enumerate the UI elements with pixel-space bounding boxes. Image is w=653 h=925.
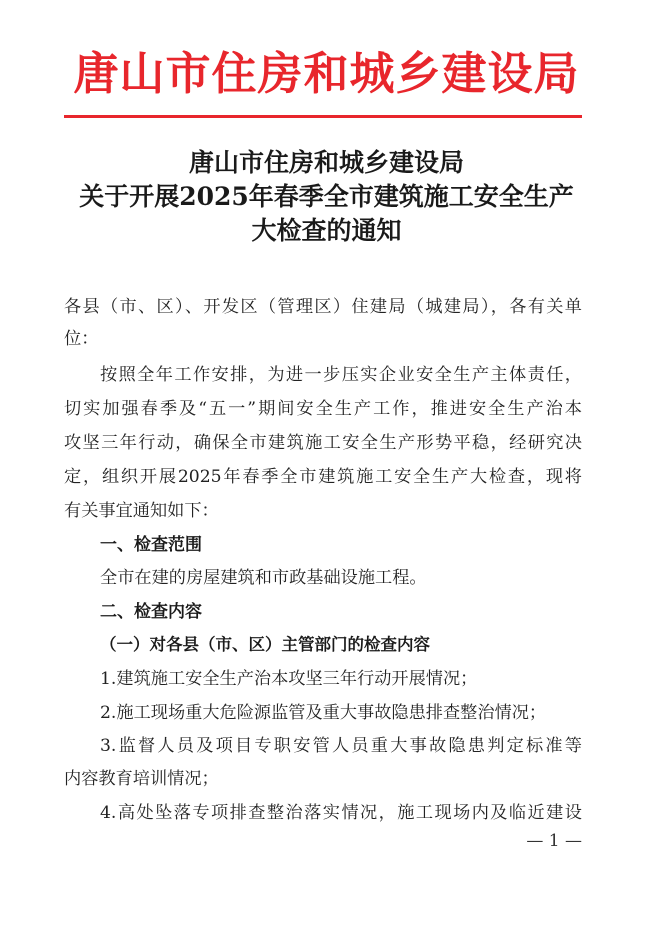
section-1-heading: 一、检查范围 xyxy=(100,535,202,555)
document-title-line-3: 大检查的通知 xyxy=(251,216,402,245)
masthead-title: 唐山市住房和城乡建设局 xyxy=(73,47,580,100)
addressee-line-1: 各县（市、区）、开发区（管理区）住建局（城建局），各有关单 xyxy=(64,297,582,317)
addressee-line-2: 位： xyxy=(64,329,99,349)
masthead-red-rule xyxy=(64,115,582,118)
intro-line-3: 攻坚三年行动，确保全市建筑施工安全生产形势平稳，经研究决 xyxy=(64,433,582,453)
document-title xyxy=(0,146,653,248)
section-2-heading: 二、检查内容 xyxy=(100,602,202,622)
document-title-line-1: 唐山市住房和城乡建设局 xyxy=(188,148,464,177)
section-2-item-3-line-1: 3.监督人员及项目专职安管人员重大事故隐患判定标准等 xyxy=(100,736,582,756)
intro-line-4: 定，组织开展2025年春季全市建筑施工安全生产大检查，现将 xyxy=(64,467,582,487)
section-1-text: 全市在建的房屋建筑和市政基础设施工程。 xyxy=(100,568,427,588)
intro-line-1: 按照全年工作安排，为进一步压实企业安全生产主体责任， xyxy=(100,365,582,385)
intro-line-2: 切实加强春季及“五一”期间安全生产工作，推进安全生产治本 xyxy=(64,399,582,419)
intro-line-5: 有关事宜通知如下： xyxy=(64,501,219,521)
section-2-item-3-line-2: 内容教育培训情况； xyxy=(64,769,219,789)
page-number: — 1 — xyxy=(526,831,582,851)
section-2-item-4: 4.高处坠落专项排查整治落实情况，施工现场内及临近建设 xyxy=(100,803,582,823)
section-2-item-1: 1.建筑施工安全生产治本攻坚三年行动开展情况； xyxy=(100,669,478,689)
section-2-item-2: 2.施工现场重大危险源监管及重大事故隐患排查整治情况； xyxy=(100,703,547,723)
document-title-line-2: 关于开展2025年春季全市建筑施工安全生产 xyxy=(79,182,574,211)
section-2-subheading: （一）对各县（市、区）主管部门的检查内容 xyxy=(100,635,430,654)
